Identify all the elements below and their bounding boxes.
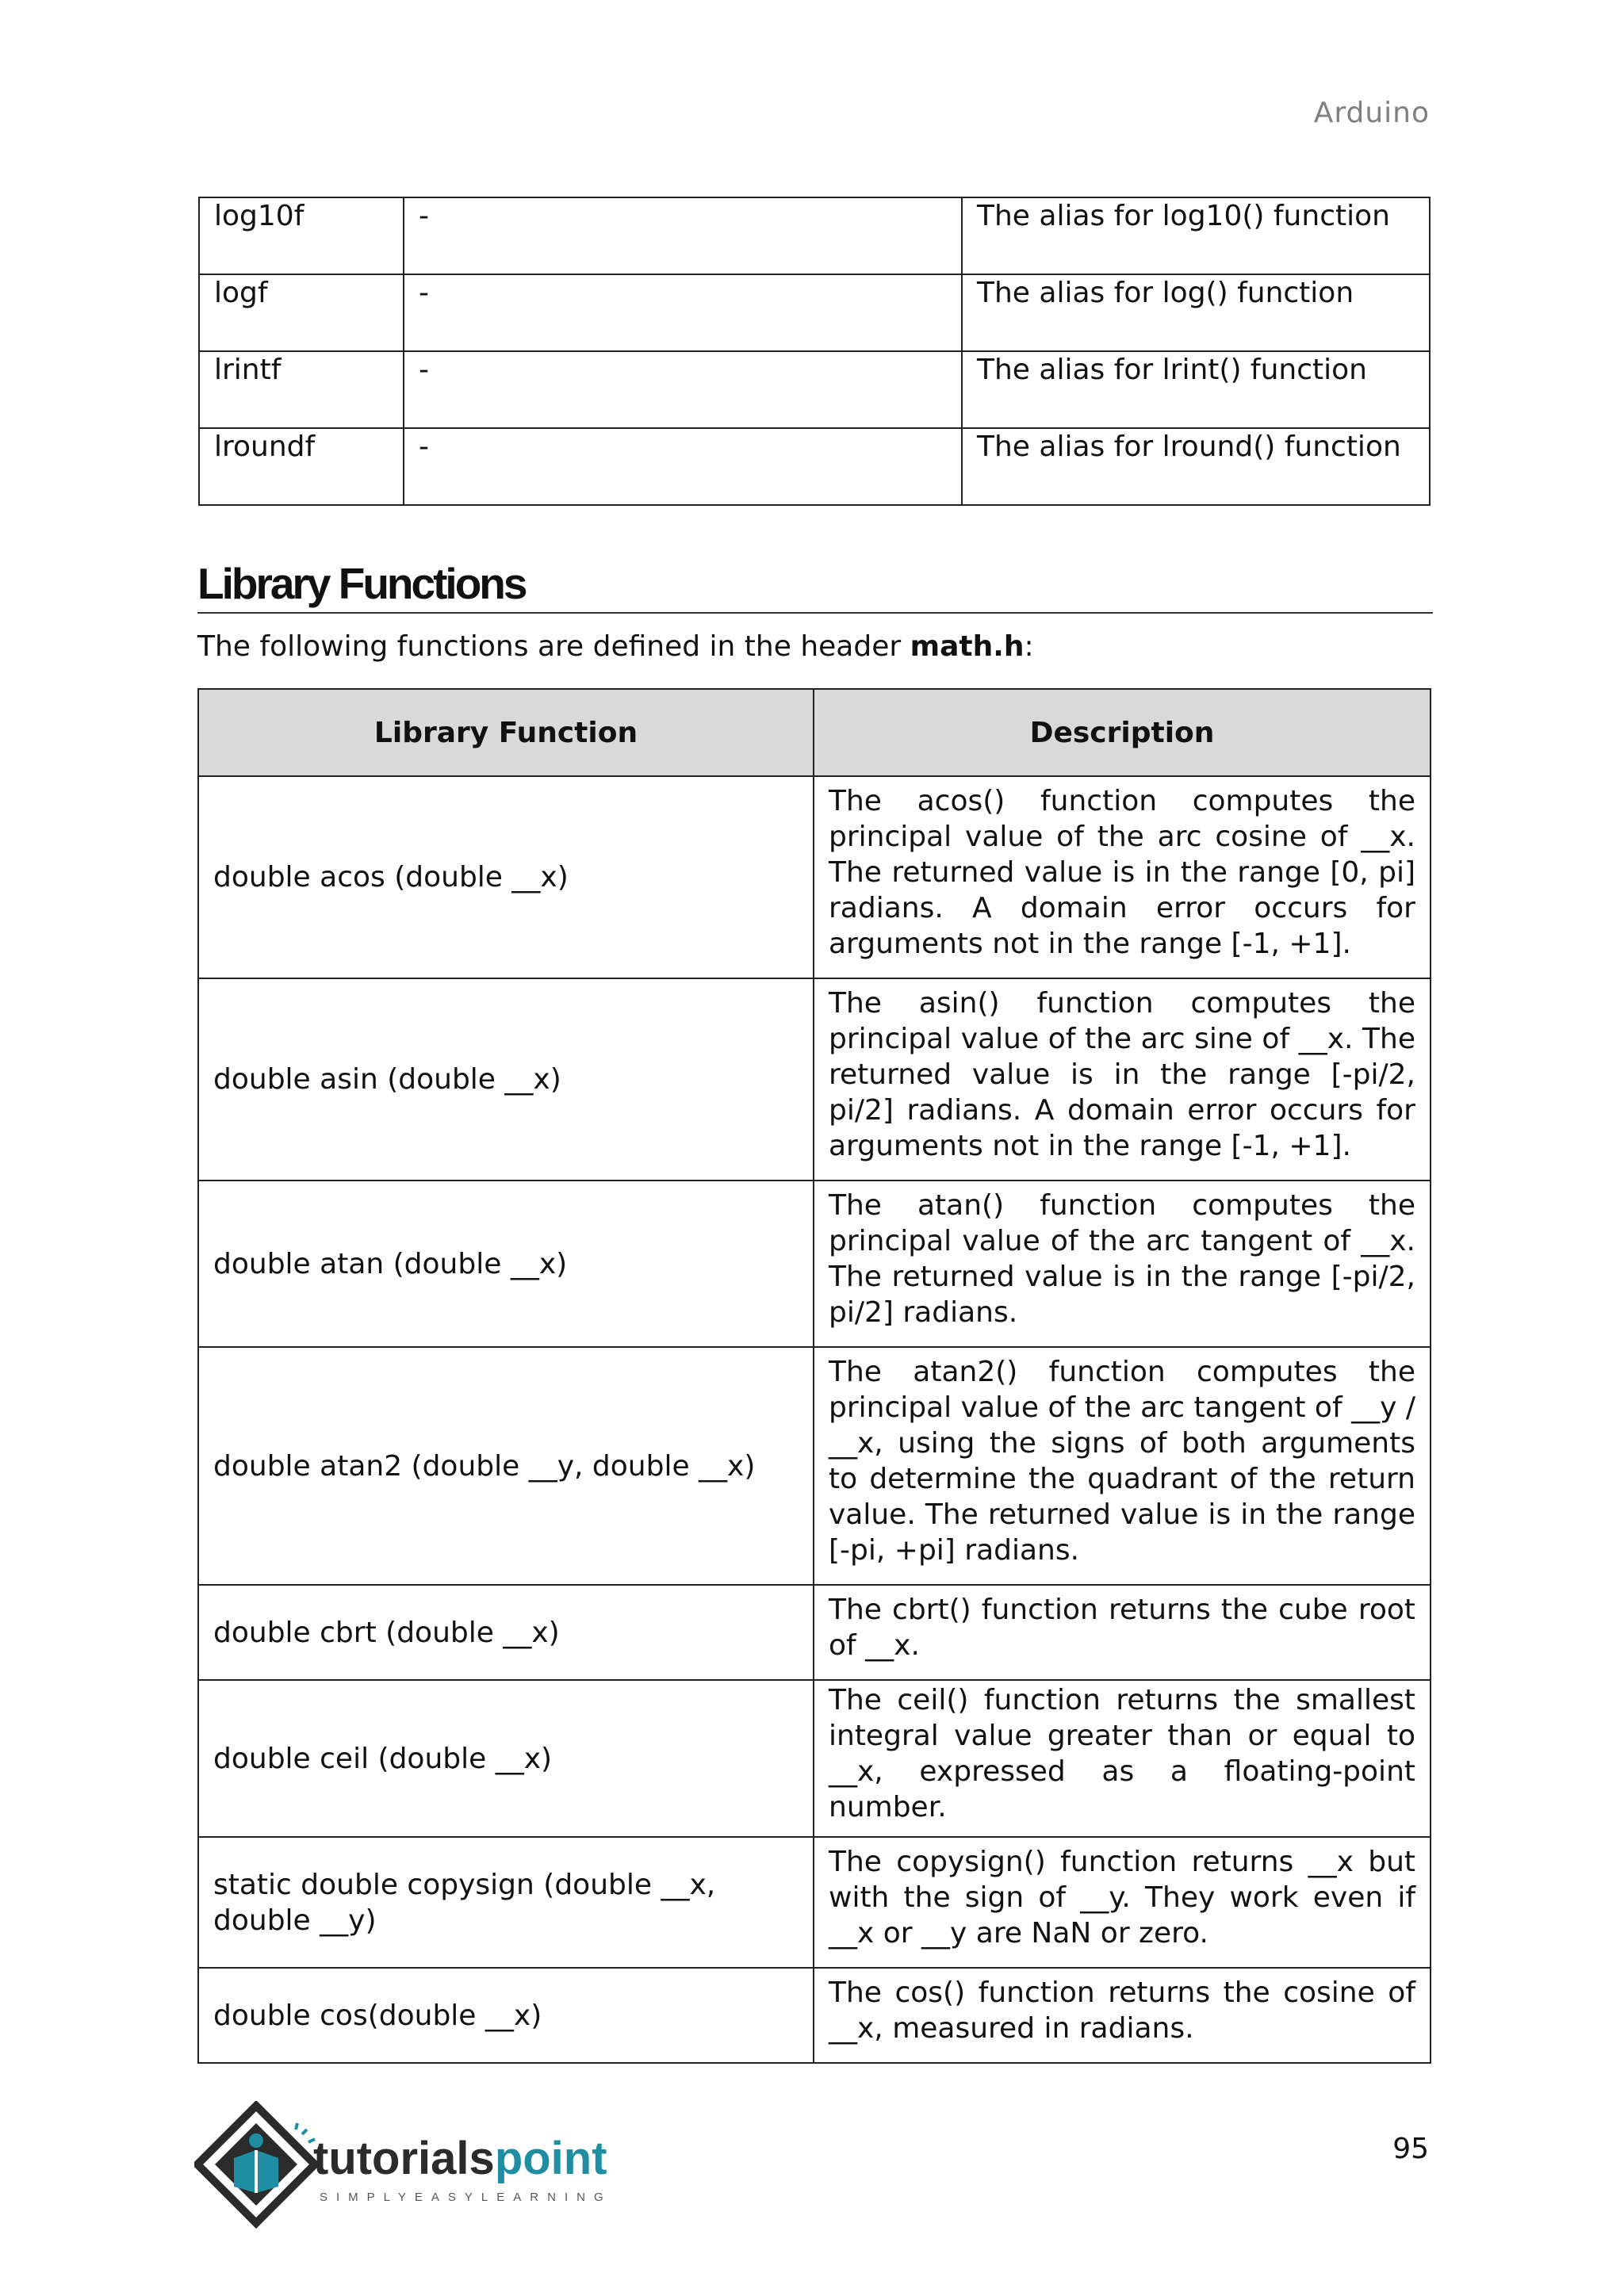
- section-title: Library Functions: [197, 555, 1433, 614]
- function-signature-cell: double ceil (double __x): [198, 1680, 814, 1837]
- function-description-cell: The cos() function returns the cosine of __x, measured in radians.: [814, 1968, 1431, 2063]
- alias-description-cell: The alias for lrint() function: [962, 351, 1430, 428]
- alias-name-cell: logf: [199, 274, 404, 351]
- table-row: [198, 1585, 1431, 1680]
- function-description-cell: The ceil() function returns the smallest integral value greater than or equal to __x, expressed as a floating-point number.: [814, 1680, 1431, 1837]
- function-description-cell: The cbrt() function returns the cube root of __x.: [814, 1585, 1431, 1680]
- function-signature-cell: double cos(double __x): [198, 1968, 814, 2063]
- table-row: [199, 197, 1430, 274]
- library-functions-table: [197, 688, 1431, 2064]
- column-header-description: Description: [814, 689, 1431, 776]
- alias-value-cell: -: [404, 428, 962, 505]
- alias-description-cell: The alias for log() function: [962, 274, 1430, 351]
- function-description-cell: The acos() function computes the principal value of the arc cosine of __x. The returned value is in the range [0, pi] radians. A domain error occurs for arguments not in the range [-1, +1].: [814, 776, 1431, 978]
- table-row: [198, 776, 1431, 978]
- table-row: [199, 351, 1430, 428]
- alias-description-cell: The alias for lround() function: [962, 428, 1430, 505]
- intro-text: The following functions are defined in the header: [197, 630, 910, 663]
- function-signature-cell: static double copysign (double __x, double __y): [198, 1837, 814, 1968]
- table-row: [199, 428, 1430, 505]
- running-header: Arduino: [1313, 97, 1430, 129]
- alias-description-cell: The alias for log10() function: [962, 197, 1430, 274]
- function-signature-cell: double acos (double __x): [198, 776, 814, 978]
- column-header-library-function: Library Function: [198, 689, 814, 776]
- alias-table: [198, 197, 1431, 506]
- table-row: [199, 274, 1430, 351]
- function-description-cell: The atan2() function computes the principal value of the arc tangent of __y / __x, using the signs of both arguments to determine the quadrant of the return value. The returned value is in the range [-pi, +pi] radians.: [814, 1347, 1431, 1585]
- logo-wordmark: tutorialspoint: [313, 2133, 607, 2184]
- function-signature-cell: double cbrt (double __x): [198, 1585, 814, 1680]
- function-description-cell: The copysign() function returns __x but with the sign of __y. They work even if __x or __y are NaN or zero.: [814, 1837, 1431, 1968]
- logo-diamond-icon: [197, 2106, 315, 2223]
- function-signature-cell: double asin (double __x): [198, 978, 814, 1181]
- table-row: [198, 978, 1431, 1181]
- alias-name-cell: log10f: [199, 197, 404, 274]
- table-header-row: [198, 689, 1431, 776]
- alias-name-cell: lrintf: [199, 351, 404, 428]
- tutorialspoint-logo: [194, 2101, 622, 2234]
- table-row: [198, 1968, 1431, 2063]
- intro-paragraph: [197, 626, 1034, 668]
- function-description-cell: The asin() function computes the principal value of the arc sine of __x. The returned value is in the range [-pi/2, pi/2] radians. A domain error occurs for arguments not in the range [-1, +1].: [814, 978, 1431, 1181]
- page-number: 95: [1392, 2133, 1429, 2165]
- table-row: [198, 1347, 1431, 1585]
- function-signature-cell: double atan (double __x): [198, 1181, 814, 1347]
- alias-value-cell: -: [404, 197, 962, 274]
- table-row: [198, 1181, 1431, 1347]
- table-row: [198, 1837, 1431, 1968]
- alias-name-cell: lroundf: [199, 428, 404, 505]
- alias-value-cell: -: [404, 351, 962, 428]
- logo-tagline: SIMPLYEASYLEARNING: [320, 2191, 612, 2204]
- alias-value-cell: -: [404, 274, 962, 351]
- function-signature-cell: double atan2 (double __y, double __x): [198, 1347, 814, 1585]
- intro-header-name: math.h: [910, 630, 1025, 663]
- intro-tail: :: [1024, 630, 1034, 663]
- function-description-cell: The atan() function computes the principal value of the arc tangent of __x. The returned value is in the range [-pi/2, pi/2] radians.: [814, 1181, 1431, 1347]
- table-row: [198, 1680, 1431, 1837]
